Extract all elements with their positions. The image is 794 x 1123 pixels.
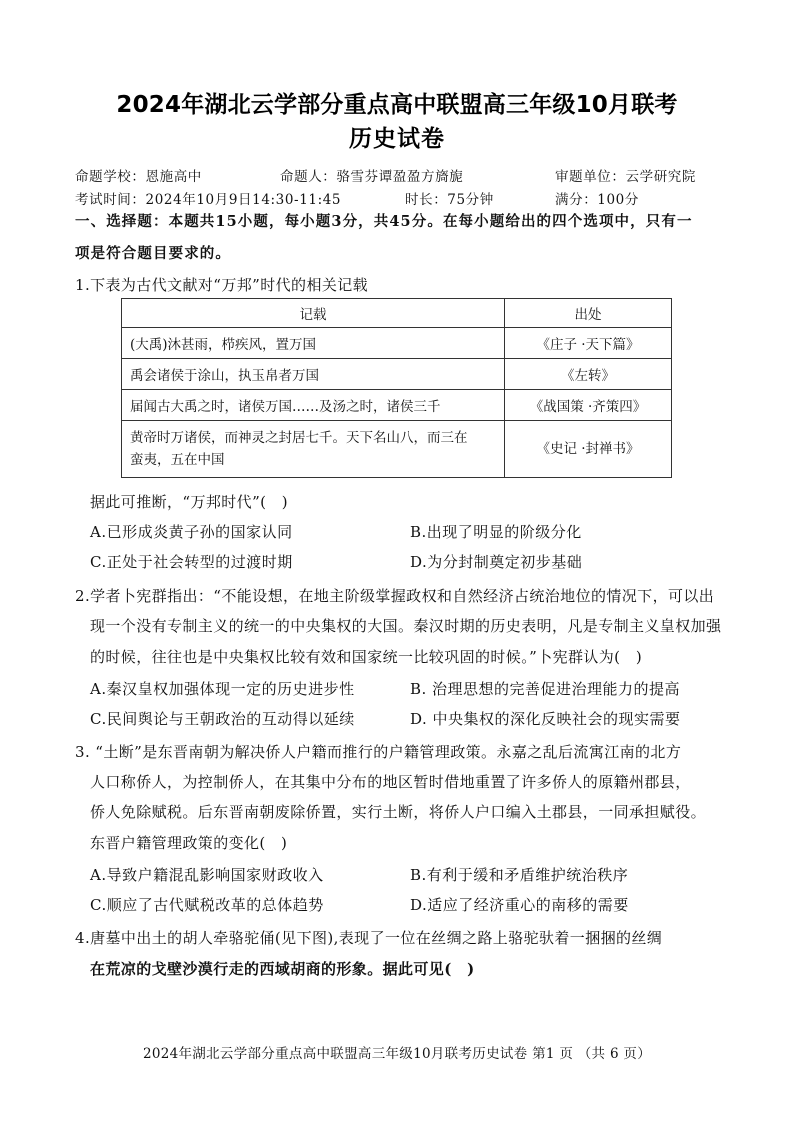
question-2-option-c[interactable]: C.民间舆论与王朝政治的互动得以延续	[90, 710, 355, 728]
meta-duration: 时长：75分钟	[405, 192, 494, 208]
question-3-option-a[interactable]: A.导致户籍混乱影响国家财政收入	[90, 866, 324, 884]
question-3-option-b[interactable]: B.有利于缓和矛盾维护统治秩序	[410, 866, 629, 884]
meta-score: 满分：100分	[555, 192, 639, 208]
question-1-stem: 1.下表为古代文献对“万邦”时代的相关记载	[75, 276, 369, 294]
exam-meta-row-1	[75, 165, 696, 185]
table-cell-record: (大禹)沐甚雨，栉疾风，置万国	[122, 328, 505, 359]
table-cell-record	[122, 421, 505, 478]
section-instructions: 一、选择题：本题共15小题，每小题3分，共45分。在每小题给出的四个选项中，只有一	[75, 213, 693, 230]
question-1-option-b[interactable]: B.出现了明显的阶级分化	[410, 523, 582, 541]
table-header-source: 出处	[505, 299, 672, 328]
question-2-option-b[interactable]: B. 治理思想的完善促进治理能力的提高	[410, 680, 681, 698]
question-4-stem: 4.唐墓中出土的胡人牵骆驼俑(见下图),表现了一位在丝绸之路上骆驼驮着一捆捆的丝绸	[75, 929, 663, 947]
question-3-stem-cont: 人口称侨人，为控制侨人，在其集中分布的地区暂时借地重置了许多侨人的原籍州郡县，	[90, 773, 691, 791]
question-1-option-d[interactable]: D.为分封制奠定初步基础	[410, 553, 583, 571]
table-header-record: 记载	[122, 299, 505, 328]
question-1-table	[121, 298, 672, 478]
exam-meta-row-2	[75, 188, 639, 208]
table-cell-record-line: 黄帝时万诸侯，而神灵之封居七千。天下名山八，而三在	[130, 430, 468, 446]
table-row	[122, 421, 672, 478]
page-footer: 2024年湖北云学部分重点高中联盟高三年级10月联考历史试卷 第1 页 （共 6 页）	[142, 1046, 652, 1062]
exam-title: 2024年湖北云学部分重点高中联盟高三年级10月联考	[116, 92, 678, 118]
meta-school: 命题学校：恩施高中	[75, 169, 202, 185]
table-cell-record-line: 蛮夷，五在中国	[130, 452, 225, 468]
question-3-stem: 3. “土断”是东晋南朝为解决侨人户籍而推行的户籍管理政策。永嘉之乱后流寓江南的北方	[75, 743, 682, 761]
question-2-option-d[interactable]: D. 中央集权的深化反映社会的现实需要	[410, 710, 681, 728]
question-1-ask: 据此可推断，“万邦时代”( )	[90, 493, 289, 511]
question-1-option-a[interactable]: A.已形成炎黄子孙的国家认同	[90, 523, 293, 541]
section-instructions-cont: 项是符合题目要求的。	[75, 245, 231, 262]
meta-time: 考试时间：2024年10月9日14:30-11:45	[75, 192, 342, 208]
question-2-stem-cont: 的时候，往往也是中央集权比较有效和国家统一比较巩固的时候。”卜宪群认为( )	[90, 648, 643, 666]
question-3-stem-cont: 侨人免除赋税。后东晋南朝废除侨置，实行土断，将侨人户口编入土郡县，一同承担赋役。	[90, 803, 707, 821]
question-3-option-d[interactable]: D.适应了经济重心的南移的需要	[410, 896, 629, 914]
question-3-option-c[interactable]: C.顺应了古代赋税改革的总体趋势	[90, 896, 324, 914]
question-3-stem-cont: 东晋户籍管理政策的变化( )	[90, 834, 288, 852]
table-cell-source: 《史记 ·封禅书》	[505, 421, 672, 478]
question-4-stem-cont: 在荒凉的戈壁沙漠行走的西域胡商的形象。据此可见( )	[90, 960, 475, 978]
table-cell-record: 禹会诸侯于涂山，执玉帛者万国	[122, 359, 505, 390]
meta-author: 命题人：骆雪芬谭盈盈方旖旎	[280, 169, 464, 185]
table-cell-source: 《庄子 ·天下篇》	[505, 328, 672, 359]
question-2-stem: 2.学者卜宪群指出：“不能设想，在地主阶级掌握政权和自然经济占统治地位的情况下，可以出	[75, 587, 715, 605]
table-cell-source: 《战国策 ·齐策四》	[505, 390, 672, 421]
table-row	[122, 390, 672, 421]
table-cell-source: 《左转》	[505, 359, 672, 390]
table-cell-record: 届闻古大禹之时，诸侯万国……及汤之时，诸侯三千	[122, 390, 505, 421]
table-row	[122, 359, 672, 390]
question-2-option-a[interactable]: A.秦汉皇权加强体现一定的历史进步性	[90, 680, 355, 698]
table-row	[122, 328, 672, 359]
question-1-option-c[interactable]: C.正处于社会转型的过渡时期	[90, 553, 293, 571]
meta-reviewer: 审题单位：云学研究院	[555, 169, 696, 185]
question-2-stem-cont: 现一个没有专制主义的统一的中央集权的大国。秦汉时期的历史表明，凡是专制主义皇权加强	[90, 617, 722, 635]
subject-title: 历史试卷	[349, 126, 445, 152]
